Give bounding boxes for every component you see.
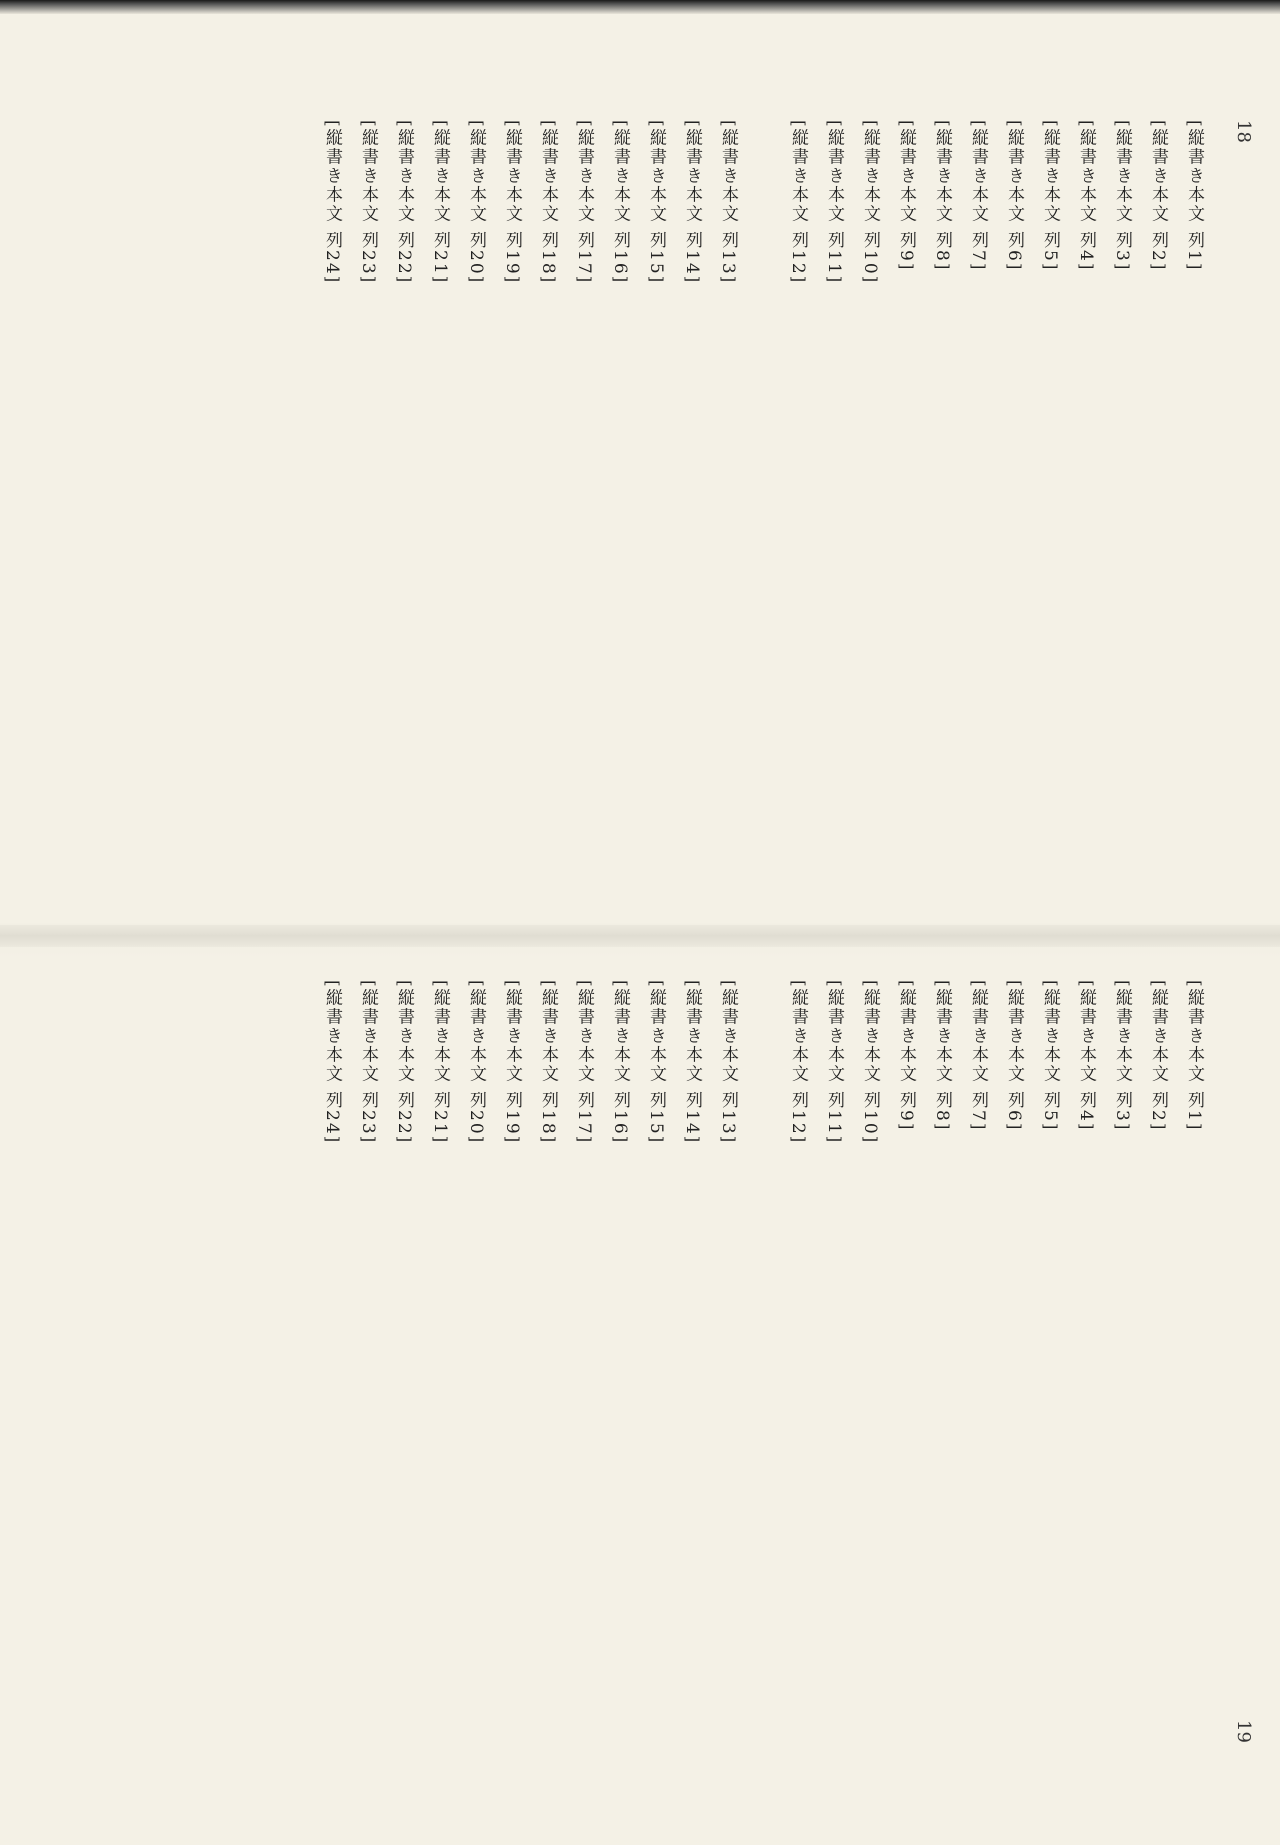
- text-column: [縦書き本文 列24]: [322, 120, 342, 285]
- text-column: [縦書き本文 列23]: [358, 980, 378, 1145]
- text-column: [縦書き本文 列9]: [896, 980, 916, 1132]
- text-column: [縦書き本文 列13]: [718, 980, 738, 1145]
- text-column: [縦書き本文 列3]: [1112, 120, 1132, 272]
- page-number-top: 18: [1233, 120, 1254, 143]
- text-column: [縦書き本文 列2]: [1148, 980, 1168, 1132]
- text-column: [縦書き本文 列6]: [1004, 120, 1024, 272]
- text-column: [縦書き本文 列17]: [574, 980, 594, 1145]
- text-column: [縦書き本文 列5]: [1040, 120, 1060, 272]
- text-column: [縦書き本文 列7]: [968, 980, 988, 1132]
- text-column: [縦書き本文 列4]: [1076, 980, 1096, 1132]
- text-column: [縦書き本文 列4]: [1076, 120, 1096, 272]
- text-column: [縦書き本文 列17]: [574, 120, 594, 285]
- text-column: [縦書き本文 列13]: [718, 120, 738, 285]
- text-column: [縦書き本文 列18]: [538, 120, 558, 285]
- text-column: [縦書き本文 列22]: [394, 120, 414, 285]
- text-column: [縦書き本文 列21]: [430, 980, 450, 1145]
- text-column: [縦書き本文 列15]: [646, 120, 666, 285]
- page-bottom-right-half: [784, 980, 1210, 1770]
- page-top: [70, 120, 1210, 890]
- text-column: [縦書き本文 列15]: [646, 980, 666, 1145]
- page-top-left-half: [318, 120, 744, 890]
- text-column: [縦書き本文 列2]: [1148, 120, 1168, 272]
- text-column: [縦書き本文 列19]: [502, 980, 522, 1145]
- page-bottom-left-half: [318, 980, 744, 1770]
- text-column: [縦書き本文 列10]: [860, 980, 880, 1145]
- text-column: [縦書き本文 列10]: [860, 120, 880, 285]
- text-column: [縦書き本文 列1]: [1184, 120, 1204, 272]
- page-bottom: [70, 980, 1210, 1770]
- page-bottom-text-block: [70, 980, 1210, 1770]
- text-column: [縦書き本文 列9]: [896, 120, 916, 272]
- text-column: [縦書き本文 列12]: [788, 120, 808, 285]
- text-column: [縦書き本文 列14]: [682, 120, 702, 285]
- text-column: [縦書き本文 列24]: [322, 980, 342, 1145]
- text-column: [縦書き本文 列1]: [1184, 980, 1204, 1132]
- page-top-right-half: [784, 120, 1210, 890]
- page-fold: [0, 925, 1280, 947]
- text-column: [縦書き本文 列16]: [610, 980, 630, 1145]
- text-column: [縦書き本文 列23]: [358, 120, 378, 285]
- text-column: [縦書き本文 列5]: [1040, 980, 1060, 1132]
- text-column: [縦書き本文 列3]: [1112, 980, 1132, 1132]
- text-column: [縦書き本文 列7]: [968, 120, 988, 272]
- text-column: [縦書き本文 列21]: [430, 120, 450, 285]
- text-column: [縦書き本文 列8]: [932, 120, 952, 272]
- page-number-bottom: 19: [1233, 1720, 1254, 1743]
- text-column: [縦書き本文 列20]: [466, 120, 486, 285]
- text-column: [縦書き本文 列12]: [788, 980, 808, 1145]
- text-column: [縦書き本文 列19]: [502, 120, 522, 285]
- text-column: [縦書き本文 列11]: [824, 980, 844, 1145]
- text-column: [縦書き本文 列20]: [466, 980, 486, 1145]
- text-column: [縦書き本文 列18]: [538, 980, 558, 1145]
- page-top-text-block: [70, 120, 1210, 890]
- text-column: [縦書き本文 列11]: [824, 120, 844, 285]
- text-column: [縦書き本文 列16]: [610, 120, 630, 285]
- text-column: [縦書き本文 列14]: [682, 980, 702, 1145]
- text-column: [縦書き本文 列8]: [932, 980, 952, 1132]
- scan-top-edge: [0, 0, 1280, 14]
- text-column: [縦書き本文 列22]: [394, 980, 414, 1145]
- text-column: [縦書き本文 列6]: [1004, 980, 1024, 1132]
